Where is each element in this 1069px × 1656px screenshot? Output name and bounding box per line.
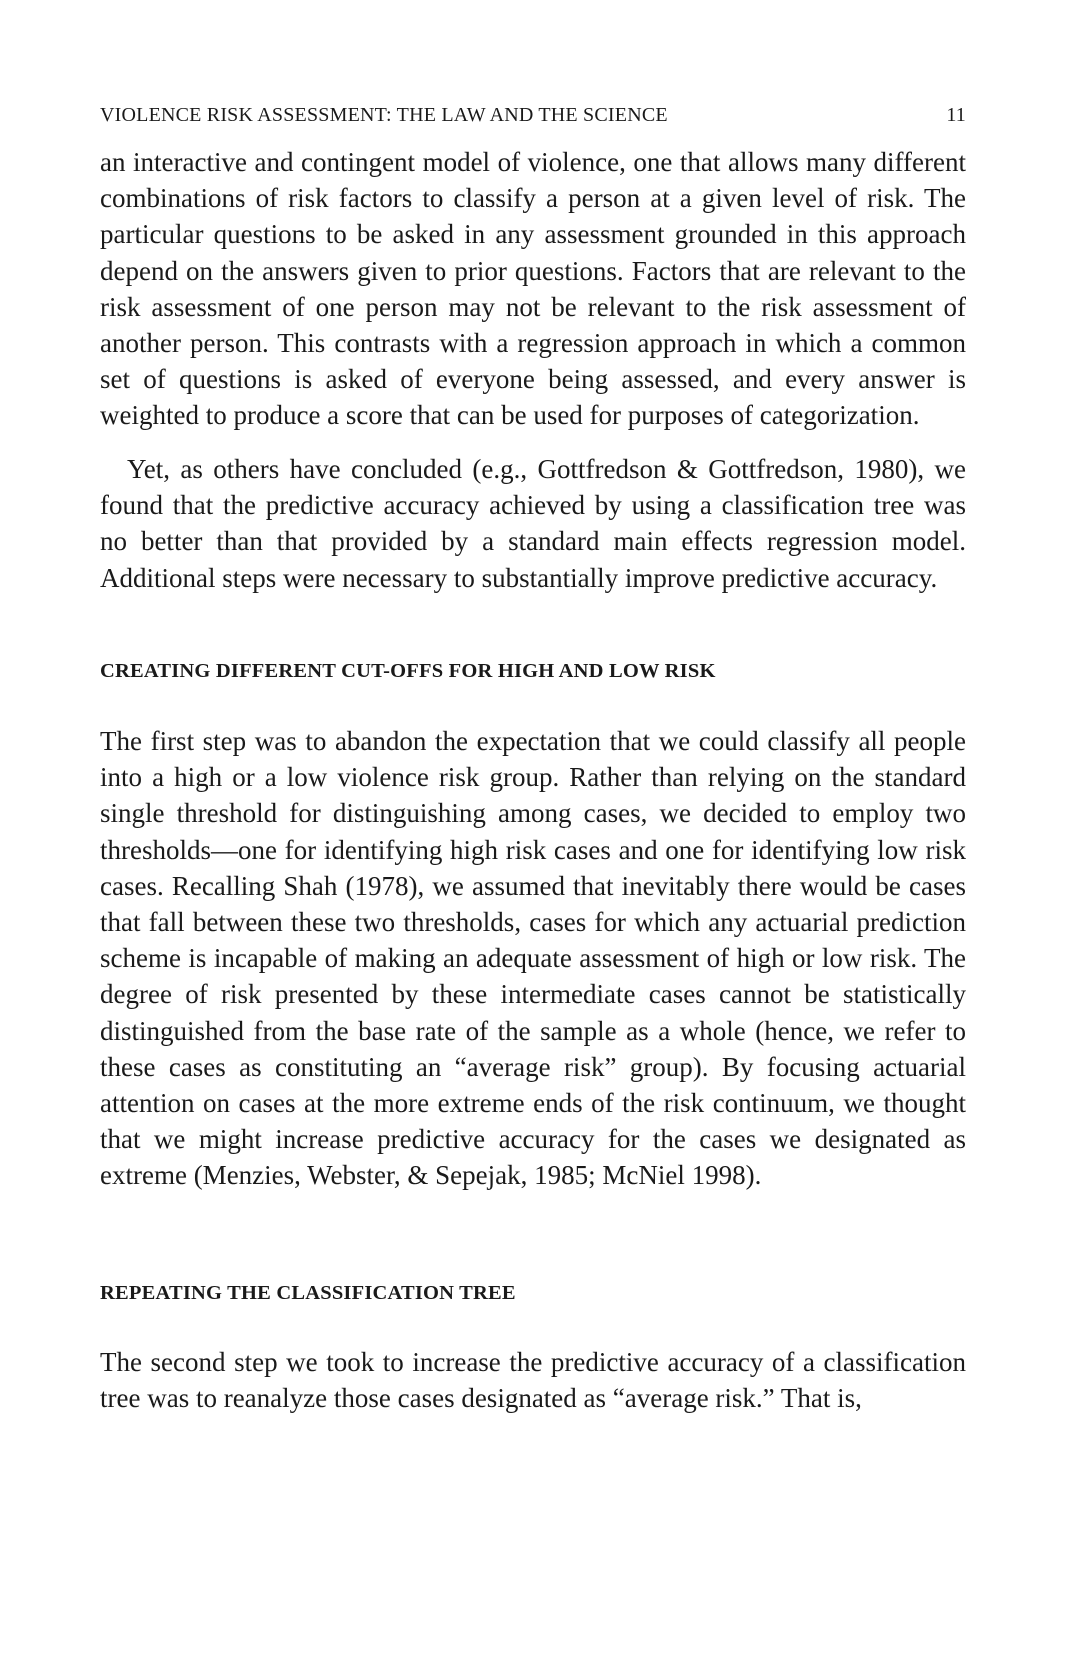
page-number: 11 (946, 104, 966, 126)
section-heading-cut-offs: CREATING DIFFERENT CUT-OFFS FOR HIGH AND LOW RISK (100, 660, 716, 682)
paragraph-two-thresholds: The first step was to abandon the expectation that we could classify all people into a high or a low violence risk group. Rather than relying on the standard single threshold for distinguishing among cases, we decided to employ two thresholds—one for identifying high risk cases and one for identifying low risk cases. Recalling Shah (1978), we assumed that inevitably there would be cases that fall between these two thresholds, cases for which any actuarial prediction scheme is incapable of making an adequate assessment of high or low risk. The degree of risk presented by these intermediate cases cannot be statistically distinguished from the base rate of the sample as a whole (hence, we refer to these cases as constituting an “average risk” group). By focusing actuarial attention on cases at the more extreme ends of the risk continuum, we thought that we might increase predictive accuracy for the cases we designated as extreme (Menzies, Webster, & Sepejak, 1985; McNiel 1998). (100, 726, 966, 1191)
section-heading-repeating-tree: REPEATING THE CLASSIFICATION TREE (100, 1282, 516, 1304)
paragraph-continued: an interactive and contingent model of violence, one that allows many different combinations of risk factors to classify a person at a given level of risk. The particular questions to be asked in any assessment grounded in this approach depend on the answers given to prior questions. Factors that are relevant to the risk assessment of one person may not be relevant to the risk assessment of another person. This contrasts with a regression approach in which a common set of questions is asked of everyone being assessed, and every answer is weighted to produce a score that can be used for purposes of categorization. (100, 147, 966, 431)
paragraph-reanalyze: The second step we took to increase the predictive accuracy of a classification tree was to reanalyze those cases designated as “average risk.” That is, (100, 1347, 966, 1414)
running-head (100, 100, 966, 130)
running-head-title: VIOLENCE RISK ASSESSMENT: THE LAW AND THE SCIENCE (100, 104, 668, 126)
paragraph-classification-tree-accuracy: Yet, as others have concluded (e.g., Gottfredson & Gottfredson, 1980), we found that the predictive accuracy achieved by using a classification tree was no better than that provided by a standard main effects regression model. Additional steps were necessary to substantially improve predictive accuracy. (100, 454, 966, 593)
